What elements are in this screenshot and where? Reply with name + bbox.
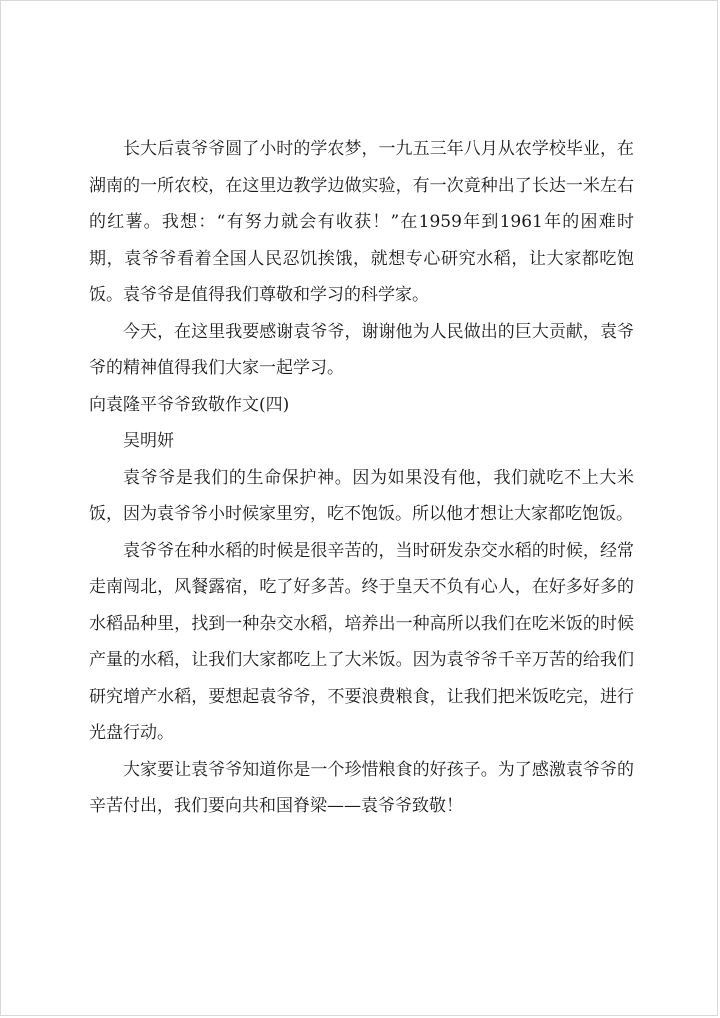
section-title: 向袁隆平爷爷致敬作文(四) [89,394,290,415]
paragraph: 今天，在这里我要感谢袁爷爷，谢谢他为人民做出的巨大贡献，袁爷爷的精神值得我们大家一起学习。 [89,321,634,378]
paragraph: 袁爷爷在种水稻的时候是很辛苦的，当时研发杂交水稻的时候，经常走南闯北，风餐露宿，吃了好多苦。终于皇天不负有心人，在好多好多的水稻品种里，找到一种杂交水稻，培养出一种高所以我们在吃米饭的时候产量的水稻，让我们大家都吃上了大米饭。因为袁爷爷千辛万苦的给我们研究增产水稻，要想起袁爷爷，不要浪费粮食，让我们把米饭吃完，进行光盘行动。 [89,540,634,743]
paragraph: 长大后袁爷爷圆了小时的学农梦，一九五三年八月从农学校毕业，在湖南的一所农校，在这里边教学边做实验，有一次竟种出了长达一米左右的红薯。我想：“有努力就会有收获！”在1959年到1961年的困难时期，袁爷爷看着全国人民忍饥挨饿，就想专心研究水稻，让大家都吃饱饭。袁爷爷是值得我们尊敬和学习的科学家。 [89,139,634,305]
paragraph: 大家要让袁爷爷知道你是一个珍惜粮食的好孩子。为了感激袁爷爷的辛苦付出，我们要向共和国脊梁——袁爷爷致敬！ [89,759,634,816]
document-body [89,131,634,825]
paragraph: 袁爷爷是我们的生命保护神。因为如果没有他，我们就吃不上大米饭，因为袁爷爷小时候家里穷，吃不饱饭。所以他才想让大家都吃饱饭。 [89,467,634,524]
author-name: 吴明妍 [123,431,174,451]
